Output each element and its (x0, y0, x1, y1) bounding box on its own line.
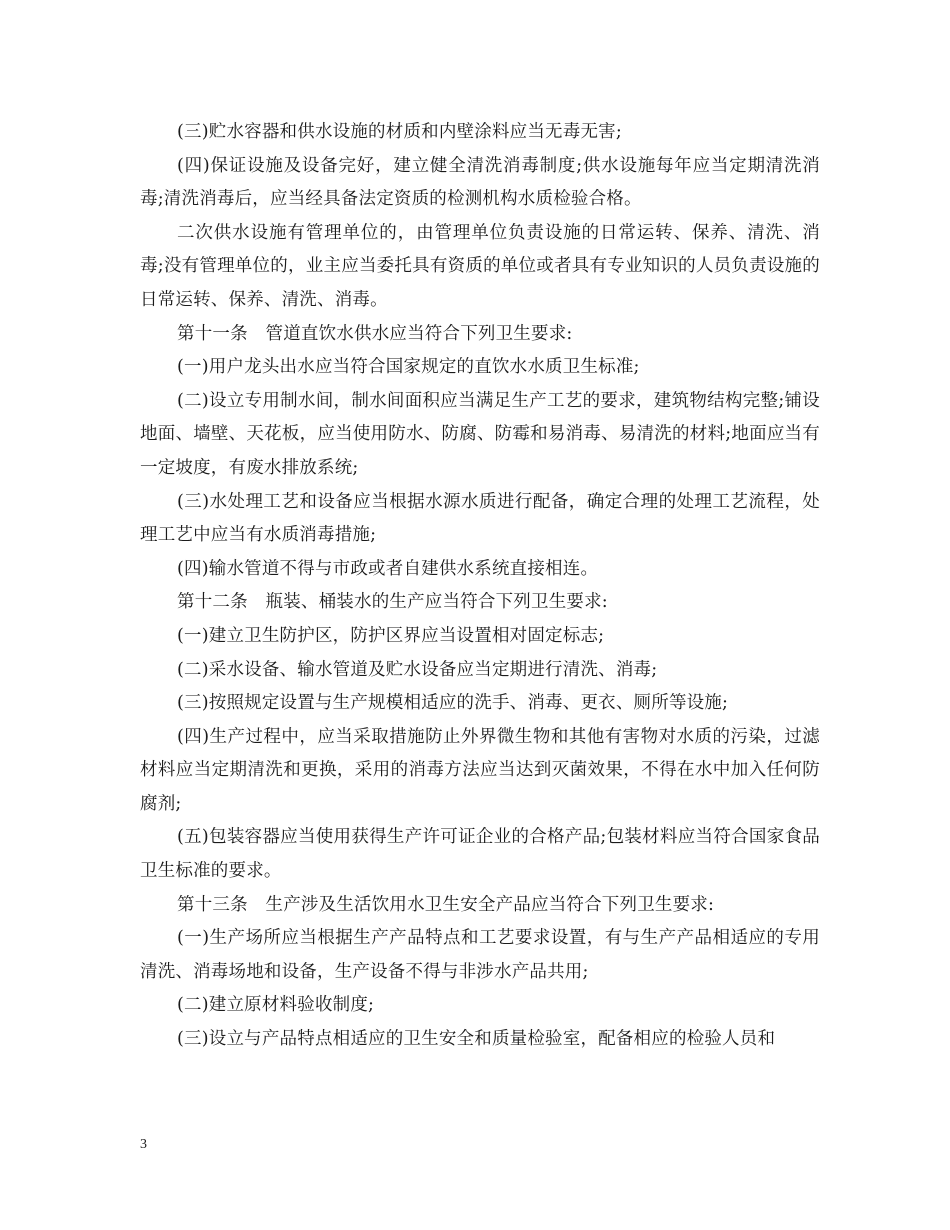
paragraph: (一)建立卫生防护区，防护区界应当设置相对固定标志; (177, 625, 605, 646)
paragraph: (二)建立原材料验收制度; (177, 995, 375, 1016)
paragraph: (一)生产场所应当根据生产产品特点和工艺要求设置，有与生产产品相适应的专用清洗、消毒场地和设备，生产设备不得与非涉水产品共用; (140, 928, 820, 982)
paragraph: (三)贮水容器和供水设施的材质和内壁涂料应当无毒无害; (177, 122, 622, 142)
paragraph: (三)按照规定设置与生产规模相适应的洗手、消毒、更衣、厕所等设施; (177, 693, 729, 714)
paragraph: (一)用户龙头出水应当符合国家规定的直饮水水质卫生标准; (177, 357, 640, 378)
paragraph: (二)采水设备、输水管道及贮水设备应当定期进行清洗、消毒; (177, 659, 658, 680)
paragraph: (四)保证设施及设备完好，建立健全清洗消毒制度;供水设施每年应当定期清洗消毒;清洗消毒后，应当经具备法定资质的检测机构水质检验合格。 (140, 155, 820, 210)
paragraph: (四)生产过程中，应当采取措施防止外界微生物和其他有害物对水质的污染，过滤材料应当定期清洗和更换，采用的消毒方法应当达到灭菌效果，不得在水中加入任何防腐剂; (140, 726, 820, 814)
paragraph: (二)设立专用制水间，制水间面积应当满足生产工艺的要求，建筑物结构完整;铺设地面、墙壁、天花板，应当使用防水、防腐、防霉和易消毒、易清洗的材料;地面应当有一定坡度，有废水排放系统; (140, 390, 820, 478)
paragraph: (四)输水管道不得与市政或者自建供水系统直接相连。 (177, 558, 599, 579)
paragraph: (三)设立与产品特点相适应的卫生安全和质量检验室，配备相应的检验人员和 (177, 1029, 776, 1050)
article-heading: 第十一条 管道直饮水供水应当符合下列卫生要求: (177, 323, 573, 344)
paragraph: 二次供水设施有管理单位的，由管理单位负责设施的日常运转、保养、清洗、消毒;没有管理单位的，业主应当委托具有资质的单位或者具有专业知识的人员负责设施的日常运转、保养、清洗、消毒。 (140, 222, 820, 310)
document-body (140, 116, 820, 1057)
article-heading: 第十三条 生产涉及生活饮用水卫生安全产品应当符合下列卫生要求: (177, 894, 715, 915)
article-heading: 第十二条 瓶装、桶装水的生产应当符合下列卫生要求: (177, 592, 608, 613)
paragraph: (三)水处理工艺和设备应当根据水源水质进行配备，确定合理的处理工艺流程，处理工艺中应当有水质消毒措施; (140, 491, 820, 546)
paragraph: (五)包装容器应当使用获得生产许可证企业的合格产品;包装材料应当符合国家食品卫生标准的要求。 (140, 827, 820, 882)
page-number: 3 (140, 1137, 147, 1152)
